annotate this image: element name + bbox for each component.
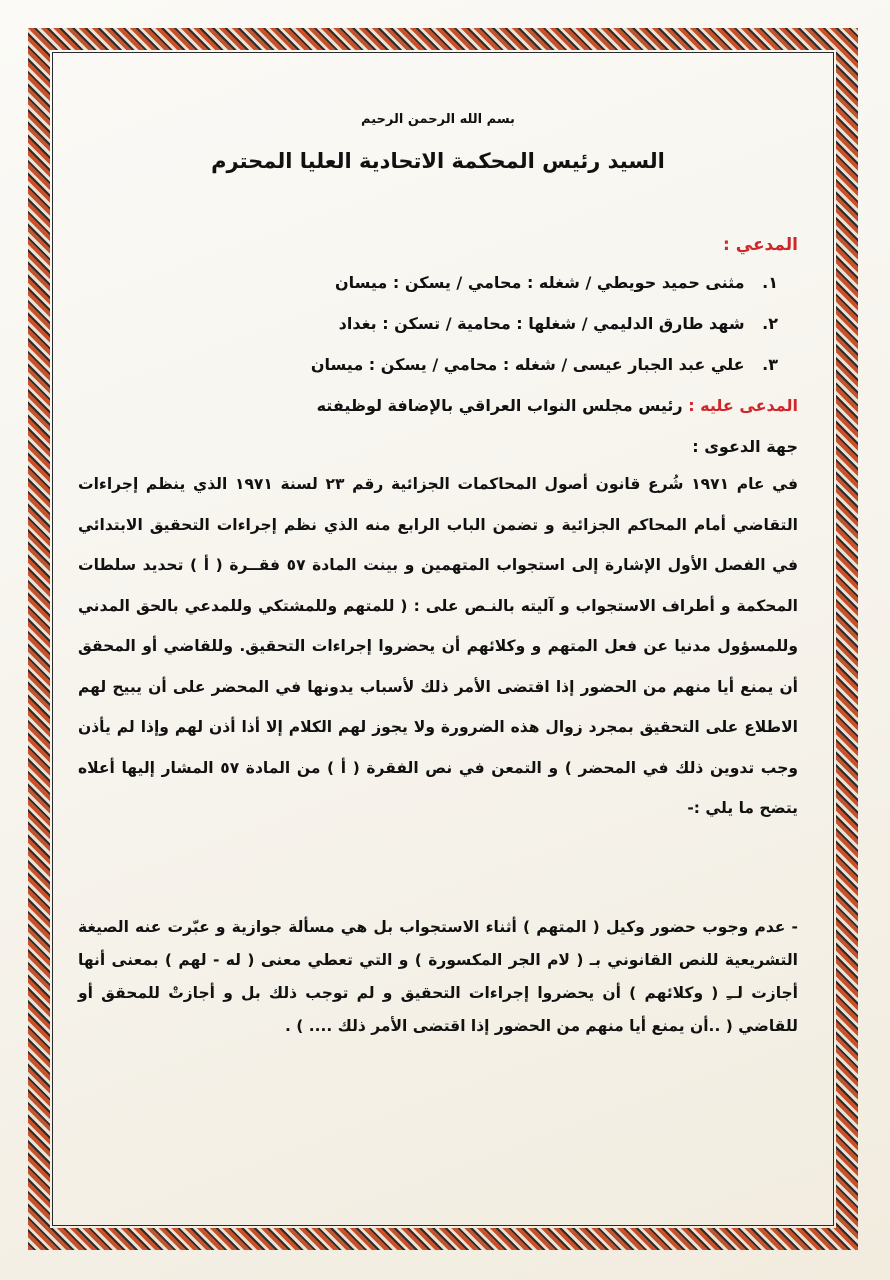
plaintiff-item-text: شهد طارق الدليمي / شغلها : محامية / تسكن : بغداد (338, 314, 745, 333)
plaintiff-item-number: ٣. (762, 355, 778, 374)
plaintiff-item-text: مثنى حميد حويطي / شغله : محامي / يسكن : ميسان (334, 273, 745, 292)
plaintiff-item-number: ٢. (762, 314, 778, 333)
defendant-line (78, 396, 798, 415)
basmala: بسم الله الرحمن الرحيم (361, 112, 515, 127)
document-body (78, 98, 798, 1178)
defendant-text: رئيس مجلس النواب العراقي بالإضافة لوظيفته (316, 396, 683, 415)
plaintiff-item-text: علي عبد الجبار عيسى / شغله : محامي / يسكن : ميسان (310, 355, 745, 374)
claim-point: - عدم وجوب حضور وكيل ( المتهم ) أثناء الاستجواب بل هي مسألة جوازية و عبّرت عنه الصيغة التشريعية للنص القانوني بـ ( لام الجر المكسورة ) و التي تعطي معنى ( له - لهم ) بمعنى أنها أجازت لــِ ( وكلائهم ) أن يحضروا إجراءات التحقيق و لم توجب ذلك بل و أجازتْ للمحقق أو للقاضي ( ..أن يمنع أيا منهم من الحضور إذا اقتضى الأمر ذلك .... ) . (78, 917, 798, 1035)
claim-label: جهة الدعوى : (692, 437, 798, 456)
plaintiff-item (78, 273, 778, 292)
plaintiff-item (78, 314, 778, 333)
plaintiff-item (78, 355, 778, 374)
plaintiff-list (78, 273, 798, 374)
claim-paragraph: في عام ١٩٧١ شُرع قانون أصول المحاكمات الجزائية رقم ٢٣ لسنة ١٩٧١ الذي ينظم إجراءات التقاضي أمام المحاكم الجزائية و تضمن الباب الرابع منه الذي نظم إجراءات التحقيق الابتدائي في الفصل الأول الإشارة إلى استجواب المتهمين و بينت المادة ٥٧ فقــرة ( أ ) تحديد سلطات المحكمة و أطراف الاستجواب و آليته بالنـص على : ( للمتهم وللمشتكي وللمدعي بالحق المدني وللمسؤول مدنيا عن فعل المتهم و وكلائهم أن يحضروا إجراءات التحقيق. وللقاضي أو المحقق أن يمنع أيا منهم من الحضور إذا اقتضى الأمر ذلك لأسباب يدونها في المحضر على أن يبيح لهم الاطلاع على التحقيق بمجرد زوال هذه الضرورة ولا يجوز لهم الكلام إلا أذا أذن لهم وإذا لم يأذن وجب تدوين ذلك في المحضر ) و التمعن في نص الفقرة ( أ ) من المادة ٥٧ المشار إليها أعلاه يتضح ما يلي :- (78, 475, 798, 817)
plaintiff-item-number: ١. (762, 273, 778, 292)
defendant-label: المدعى عليه : (688, 396, 798, 415)
plaintiff-label: المدعي : (723, 235, 798, 255)
addressee-heading: السيد رئيس المحكمة الاتحادية العليا المحترم (211, 149, 665, 173)
